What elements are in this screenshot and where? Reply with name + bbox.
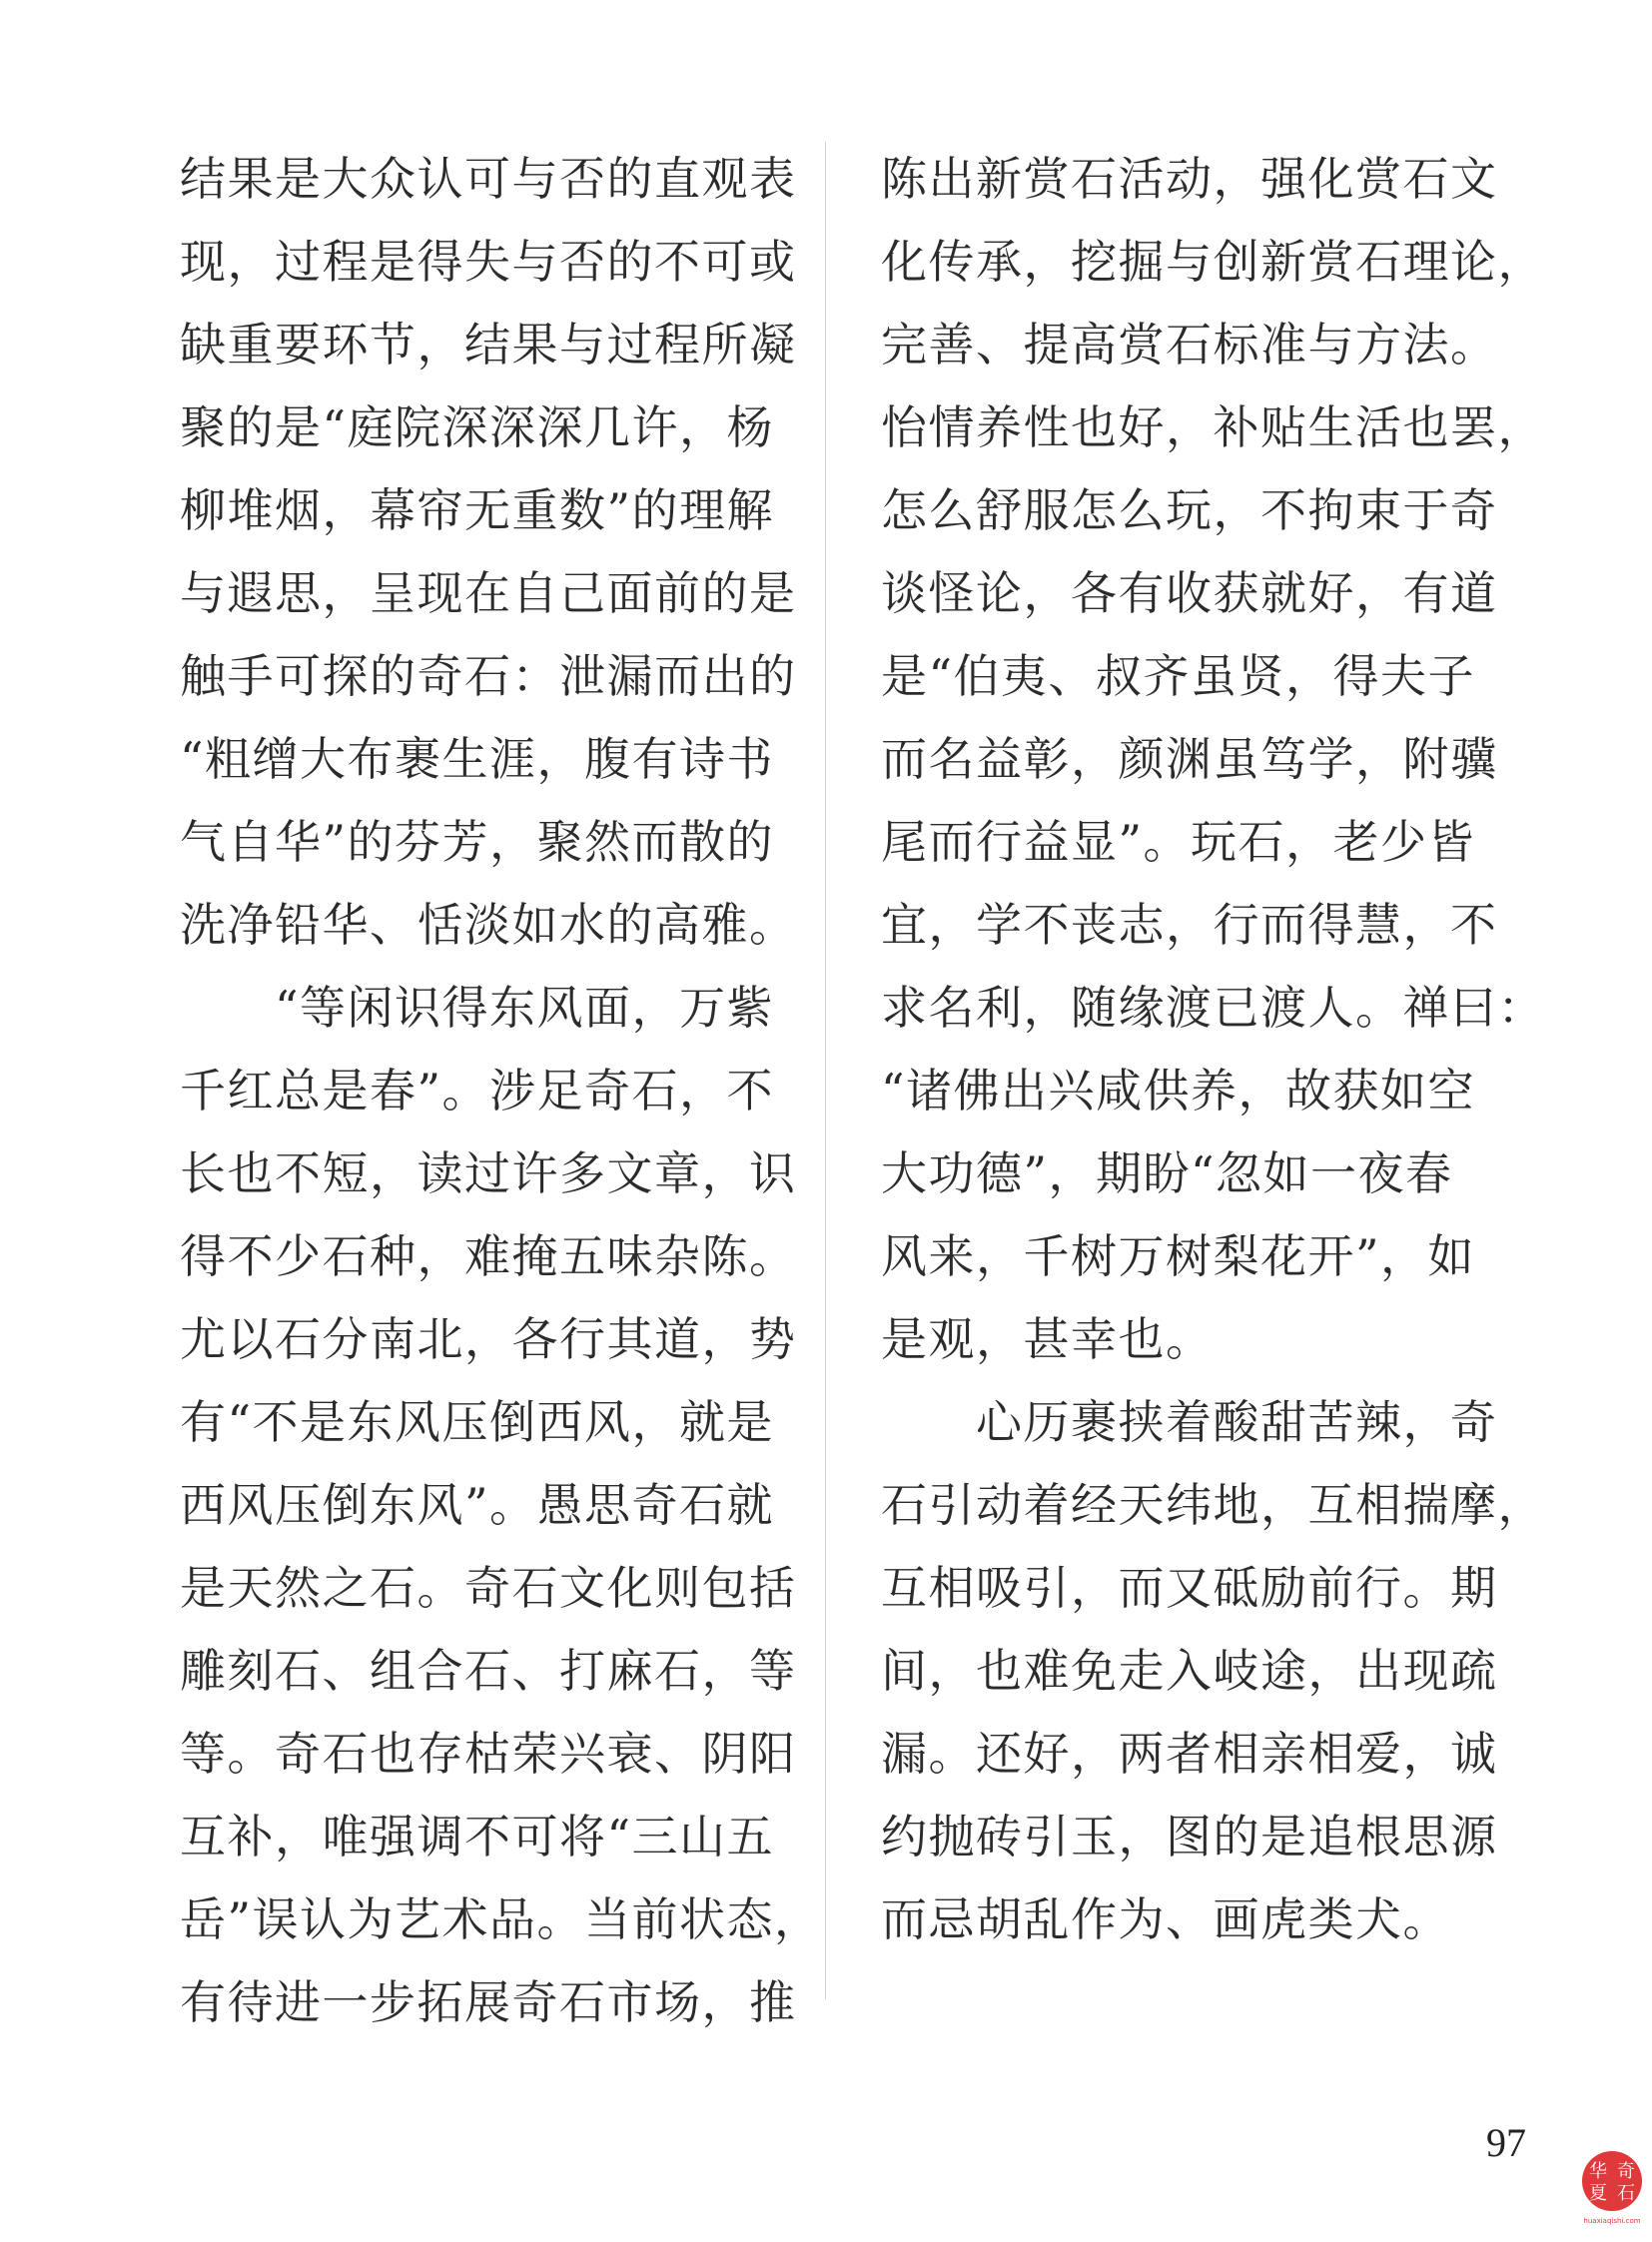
- text-line: 等。奇石也存枯荣兴衰、阴阳: [180, 1727, 797, 1781]
- text-line: 缺重要环节，结果与过程所凝: [180, 318, 797, 372]
- text-line: “粗缯大布裹生涯，腹有诗书: [180, 732, 775, 786]
- text-line: 有“不是东风压倒西风，就是: [180, 1395, 775, 1449]
- text-line: 求名利，随缘渡已渡人。禅曰：: [881, 981, 1545, 1035]
- text-line: 西风压倒东风”。愚思奇石就: [180, 1478, 775, 1532]
- column-divider: [825, 142, 826, 1999]
- text-line: 尤以石分南北，各行其道，势: [180, 1312, 797, 1366]
- text-line: 是天然之石。奇石文化则包括: [180, 1561, 797, 1615]
- text-line: 气自华”的芬芳，聚然而散的: [180, 815, 775, 869]
- text-line: 雕刻石、组合石、打麻石，等: [180, 1644, 797, 1698]
- svg-text:奇: 奇: [1617, 2161, 1635, 2182]
- svg-text:华: 华: [1589, 2161, 1607, 2182]
- text-line: 谈怪论，各有收获就好，有道: [881, 566, 1498, 620]
- text-line: 宜，学不丧志，行而得慧，不: [881, 898, 1498, 952]
- text-line: 有待进一步拓展奇石市场，推: [180, 1975, 797, 2029]
- text-line: 长也不短，读过许多文章，识: [180, 1146, 797, 1200]
- text-line: “诸佛出兴咸供养，故获如空: [881, 1064, 1476, 1118]
- text-line: 触手可探的奇石：泄漏而出的: [180, 649, 797, 703]
- text-line: 结果是大众认可与否的直观表: [180, 152, 797, 206]
- text-line: 怡情养性也好，补贴生活也罢，: [881, 400, 1545, 454]
- text-line: 漏。还好，两者相亲相爱，诚: [881, 1727, 1498, 1781]
- text-line: 岳”误认为艺术品。当前状态，: [180, 1892, 822, 1946]
- text-line: 而名益彰，颜渊虽笃学，附骥: [881, 732, 1498, 786]
- text-line: 是观，甚幸也。: [881, 1312, 1214, 1366]
- svg-text:石: 石: [1617, 2183, 1635, 2204]
- svg-text:夏: 夏: [1589, 2183, 1607, 2204]
- paragraph-start-line: 心历裹挟着酸甜苦辣，奇: [881, 1395, 1498, 1449]
- text-line: 怎么舒服怎么玩，不拘束于奇: [881, 483, 1498, 537]
- text-line: 石引动着经天纬地，互相揣摩，: [881, 1478, 1545, 1532]
- text-line: 大功德”，期盼“忽如一夜春: [881, 1146, 1453, 1200]
- text-line: 间，也难免走入岐途，出现疏: [881, 1644, 1498, 1698]
- text-line: 聚的是“庭院深深深几许，杨: [180, 400, 775, 454]
- text-line: 完善、提高赏石标准与方法。: [881, 318, 1498, 372]
- text-line: 柳堆烟，幕帘无重数”的理解: [180, 483, 775, 537]
- svg-text:huaxiaqishi.com: huaxiaqishi.com: [1583, 2217, 1641, 2225]
- right-column: [881, 138, 1545, 1961]
- text-line: 现，过程是得失与否的不可或: [180, 235, 797, 289]
- text-line: 陈出新赏石活动，强化赏石文: [881, 152, 1498, 206]
- text-line: 与遐思，呈现在自己面前的是: [180, 566, 797, 620]
- text-line: 约抛砖引玉，图的是追根思源: [881, 1810, 1498, 1864]
- paragraph-start-line: “等闲识得东风面，万紫: [180, 981, 775, 1035]
- text-line: 是“伯夷、叔齐虽贤，得夫子: [881, 649, 1476, 703]
- watermark-seal-icon: [1576, 2147, 1648, 2227]
- text-line: 尾而行益显”。玩石，老少皆: [881, 815, 1476, 869]
- page-number: 97: [1486, 2120, 1526, 2165]
- text-line: 化传承，挖掘与创新赏石理论，: [881, 235, 1545, 289]
- text-line: 洗净铅华、恬淡如水的高雅。: [180, 898, 797, 952]
- text-line: 而忌胡乱作为、画虎类犬。: [881, 1892, 1450, 1946]
- text-line: 千红总是春”。涉足奇石，不: [180, 1064, 775, 1118]
- left-column: [180, 138, 822, 2044]
- text-line: 风来，千树万树梨花开”，如: [881, 1229, 1476, 1283]
- text-line: 互相吸引，而又砥励前行。期: [881, 1561, 1498, 1615]
- text-line: 互补，唯强调不可将“三山五: [180, 1810, 775, 1864]
- text-line: 得不少石种，难掩五味杂陈。: [180, 1229, 797, 1283]
